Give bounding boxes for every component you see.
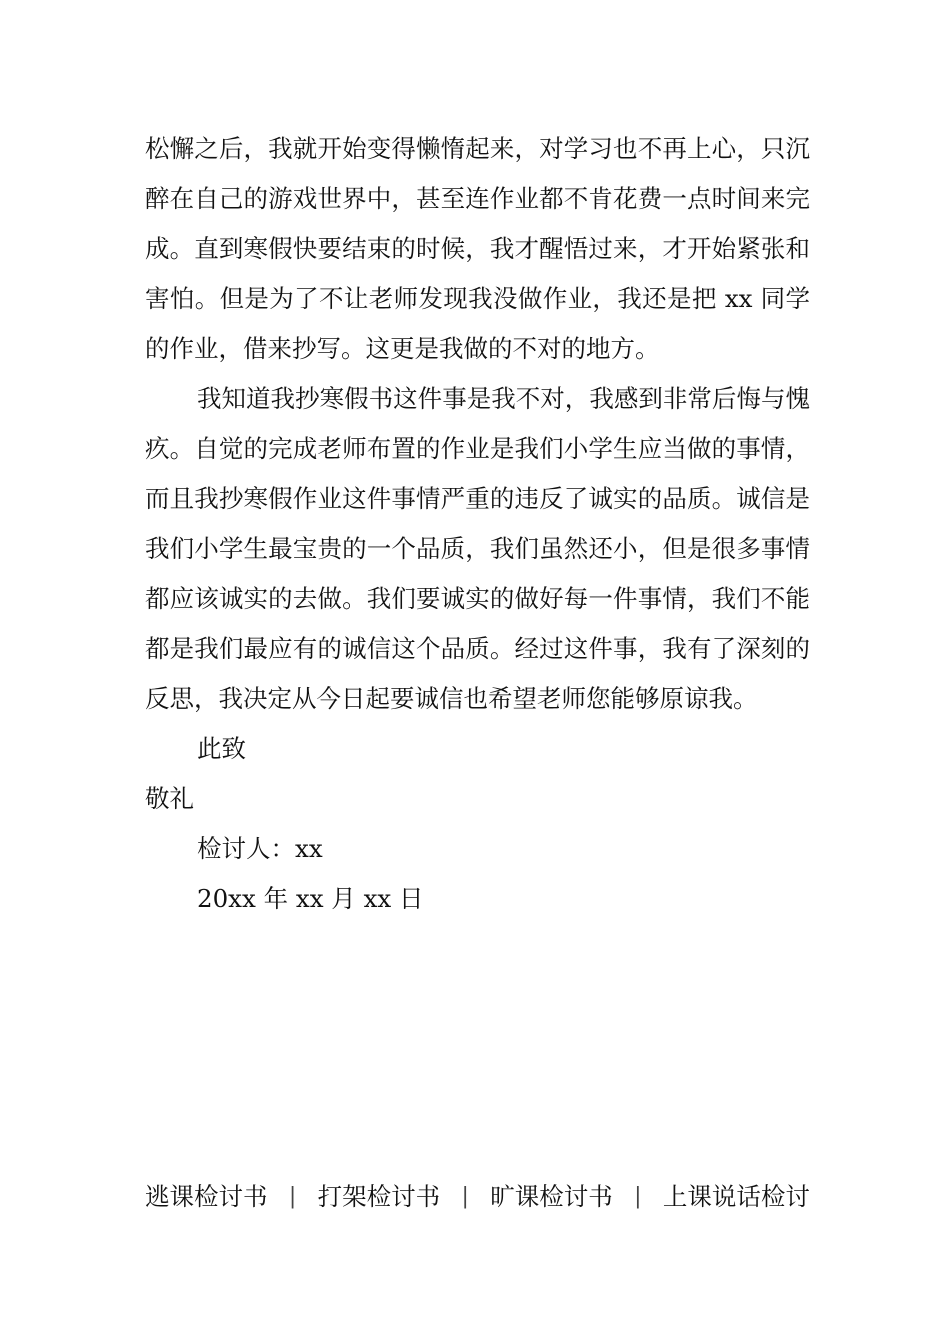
link-truancy[interactable]: 旷课检讨书 (490, 1182, 613, 1211)
closing-respect: 敬礼 (145, 784, 194, 813)
related-links (145, 1172, 810, 1222)
paragraph-reflection: 我知道我抄寒假书这件事是我不对，我感到非常后悔与愧疚。自觉的完成老师布置的作业是我们小学生应当做的事情，而且我抄寒假作业这件事情严重的违反了诚实的品质。诚信是我们小学生最宝贵的一个品质，我们虽然还小，但是很多事情都应该诚实的去做。我们要诚实的做好每一件事情，我们不能都是我们最应有的诚信这个品质。经过这件事，我有了深刻的反思，我决定从今日起要诚信也希望老师您能够原谅我。 (145, 384, 810, 713)
closing-salutation: 此致 (197, 734, 246, 763)
signer-line: 检讨人：xx (197, 834, 323, 863)
link-skip-class[interactable]: 逃课检讨书 (145, 1182, 268, 1211)
letter-body (145, 124, 810, 924)
link-talking-in-class[interactable]: 上课说话检讨 (662, 1182, 810, 1211)
link-separator: | (461, 1184, 469, 1209)
link-separator: | (288, 1184, 297, 1209)
date-line: 20xx 年 xx 月 xx 日 (197, 884, 424, 913)
link-separator: | (634, 1184, 642, 1209)
paragraph-continued: 松懈之后，我就开始变得懒惰起来，对学习也不再上心，只沉醉在自己的游戏世界中，甚至连作业都不肯花费一点时间来完成。直到寒假快要结束的时候，我才醒悟过来，才开始紧张和害怕。但是为了不让老师发现我没做作业，我还是把 xx 同学的作业，借来抄写。这更是我做的不对的地方。 (145, 134, 810, 363)
link-fighting[interactable]: 打架检讨书 (317, 1182, 441, 1211)
